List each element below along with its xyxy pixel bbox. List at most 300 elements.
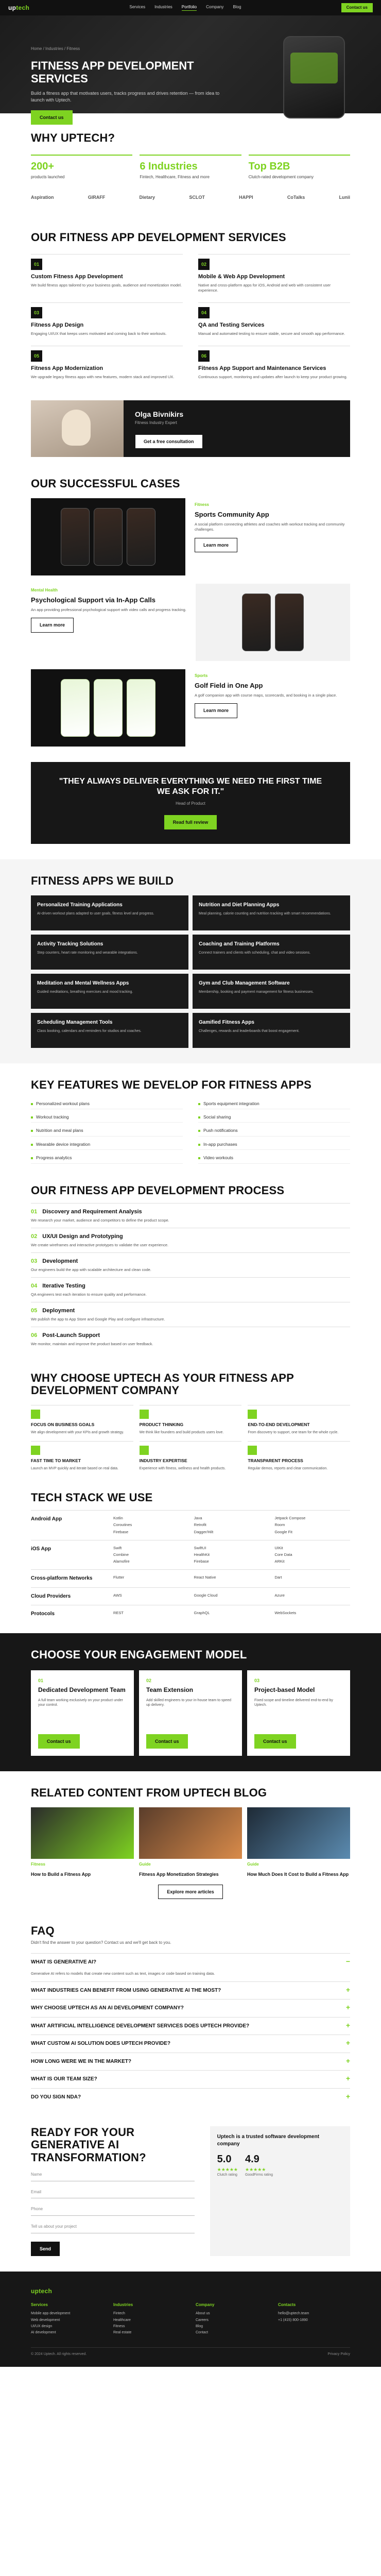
tech-category: Cloud Providers [31, 1593, 71, 1599]
hero [0, 15, 381, 120]
privacy-link[interactable]: Privacy Policy [327, 2352, 350, 2356]
app-type-desc: Challenges, rewards and leaderboards that boost engagement. [199, 1029, 300, 1033]
feature-item: Wearable device integration [31, 1140, 183, 1150]
blog-posts [31, 1807, 350, 1877]
case-image [196, 584, 350, 661]
service-card [198, 302, 350, 336]
service-number: 05 [31, 350, 42, 362]
nav-item-company[interactable]: Company [206, 5, 224, 10]
trust-title: Uptech is a trusted software development company [217, 2134, 320, 2147]
app-type-title: Scheduling Management Tools [37, 1020, 113, 1026]
footer-link[interactable]: Healthcare [113, 2318, 131, 2322]
choose-section [0, 1362, 381, 1481]
form-field-0[interactable]: Name [31, 2169, 195, 2181]
footer-link[interactable]: Fintech [113, 2312, 125, 2316]
expert-card [31, 400, 350, 457]
service-desc: We build fitness apps tailored to your business goals, audience and monetization model. [31, 282, 182, 287]
stat-label: products launched [31, 175, 65, 180]
expand-icon: + [345, 2003, 350, 2012]
footer-column-title: Company [196, 2302, 215, 2308]
expert-name: Olga Bivnikirs [135, 410, 184, 419]
footer-column-title: Contacts [278, 2302, 296, 2308]
footer-column [196, 2302, 268, 2337]
engagement-number: 03 [254, 1677, 260, 1683]
faq-question[interactable] [31, 2017, 350, 2035]
process-step-name: Development [42, 1258, 78, 1265]
service-desc: We upgrade legacy fitness apps with new features, modern stack and improved UX. [31, 374, 175, 379]
footer-link[interactable]: Real estate [113, 2331, 132, 2335]
blog-post-title: Fitness App Monetization Strategies [139, 1871, 219, 1877]
explore-articles-button[interactable]: Explore more articles [158, 1885, 223, 1899]
process-step-title [31, 1332, 350, 1340]
stat-card [140, 155, 241, 181]
app-type-desc: Meal planning, calorie counting and nutrition tracking with smart recommendations. [199, 911, 331, 916]
why-title: WHY UPTECH? [31, 131, 115, 144]
read-review-button[interactable]: Read full review [164, 815, 217, 829]
faq-question-text: WHAT CUSTOM AI SOLUTION DOES UPTECH PROVIDE? [31, 2041, 170, 2047]
tech-item: Core Data [274, 1552, 292, 1557]
advantage-title: FOCUS ON BUSINESS GOALS [31, 1422, 95, 1428]
tech-item: Coroutines [113, 1522, 132, 1528]
app-type-title: Gym and Club Management Software [199, 980, 290, 987]
blog-post-image [247, 1807, 350, 1859]
engagement-card [247, 1670, 350, 1756]
app-type-title: Nutrition and Diet Planning Apps [199, 902, 280, 908]
service-number: 04 [198, 307, 210, 318]
phone-screen [94, 679, 123, 737]
tech-item: ARKit [274, 1558, 285, 1564]
process-section [0, 1179, 381, 1362]
blog-post-image [139, 1807, 242, 1859]
tech-item: Combine [113, 1552, 129, 1557]
nav-item-portfolio[interactable]: Portfolio [182, 5, 197, 11]
feature-item: Video workouts [198, 1153, 350, 1163]
app-type-title: Meditation and Mental Wellness Apps [37, 980, 129, 987]
hero-subtitle: Build a fitness app that motivates users, tracks progress and drives retention — from idea to launch with Uptech. [31, 91, 220, 103]
advantage-desc: Regular demos, reports and clear communication. [248, 1466, 328, 1470]
testimonial-author: Head of Product [176, 801, 205, 806]
phone-screen [242, 594, 271, 651]
logo-main: up [8, 4, 16, 11]
app-type-card [31, 1013, 188, 1048]
process-step-number: 02 [31, 1233, 38, 1240]
expand-icon: + [345, 2021, 350, 2029]
tech-item: GraphQL [194, 1611, 210, 1616]
rating-stars: ★★★★★ [217, 2167, 238, 2173]
rating-block [245, 2153, 273, 2178]
footer [0, 2272, 381, 2367]
footer-link[interactable]: Mobile app development [31, 2312, 71, 2316]
faq-question-text: HOW LONG WERE WE IN THE MARKET? [31, 2058, 131, 2064]
rating-label: Clutch rating [217, 2173, 237, 2177]
engagement-desc: A full team working exclusively on your product under your control. [38, 1699, 123, 1707]
case-tag: Sports [195, 673, 208, 679]
rating-value: 4.9 [245, 2154, 259, 2165]
advantage-card [140, 1405, 242, 1435]
advantage-title: END-TO-END DEVELOPMENT [248, 1422, 310, 1428]
service-title: Mobile & Web App Development [198, 274, 285, 280]
faq-question[interactable] [31, 2070, 350, 2088]
faq-question[interactable] [31, 2088, 350, 2106]
case-learn-more-button[interactable]: Learn more [195, 538, 237, 552]
cases-list [31, 498, 350, 747]
process-step-desc: We research your market, audience and competitors to define the product scope. [31, 1217, 169, 1223]
faq-question[interactable] [31, 1999, 350, 2017]
faq-list [31, 1953, 350, 2106]
main-nav [129, 5, 241, 11]
process-step-desc: We publish the app to App Store and Google Play and configure infrastructure. [31, 1316, 165, 1321]
service-card [31, 302, 183, 336]
faq-question-text: WHAT INDUSTRIES CAN BENEFIT FROM USING GENERATIVE AI THE MOST? [31, 1987, 221, 1993]
tech-values [113, 1593, 350, 1600]
case-text [31, 584, 186, 661]
services-grid [31, 254, 350, 380]
apps-grid [31, 895, 350, 1048]
footer-link[interactable]: About us [196, 2312, 210, 2316]
process-step-number: 03 [31, 1258, 38, 1265]
service-card [198, 346, 350, 380]
phone-screen [275, 594, 304, 651]
footer-link[interactable]: Web development [31, 2318, 60, 2322]
tech-item: Retrofit [194, 1522, 206, 1528]
tech-item: Kotlin [113, 1516, 123, 1521]
tech-title: TECH STACK WE USE [31, 1491, 153, 1504]
footer-link[interactable]: UI/UX design [31, 2325, 53, 2328]
app-type-title: Gamified Fitness Apps [199, 1020, 254, 1026]
footer-link[interactable]: AI development [31, 2331, 56, 2335]
tech-row [31, 1605, 350, 1623]
testimonial-quote: "THEY ALWAYS DELIVER EVERYTHING WE NEED THE FIRST TIME WE ASK FOR IT." [59, 777, 322, 796]
engagement-contact-button[interactable]: Contact us [146, 1734, 188, 1749]
stat-value: Top B2B [248, 161, 290, 173]
service-number: 06 [198, 350, 210, 362]
rating-block [217, 2153, 238, 2178]
app-type-desc: Class booking, calendars and reminders for studios and coaches. [37, 1029, 142, 1033]
engagement-card [31, 1670, 134, 1756]
tech-item: Google Cloud [194, 1592, 218, 1598]
tech-item: HealthKit [194, 1552, 210, 1557]
tech-category: iOS App [31, 1546, 51, 1552]
engagement-title: Project-based Model [254, 1686, 315, 1693]
tech-item: Alamofire [113, 1558, 130, 1564]
nav-item-services[interactable]: Services [129, 5, 146, 10]
why-section [0, 113, 381, 216]
engagement-contact-button[interactable]: Contact us [38, 1734, 80, 1749]
service-number: 01 [31, 259, 42, 270]
phone-screen [61, 679, 90, 737]
contact-form-section [0, 2116, 381, 2272]
process-step-title [31, 1282, 350, 1290]
blog-title: RELATED CONTENT FROM UPTECH BLOG [31, 1786, 267, 1800]
app-type-desc: AI-driven workout plans adapted to user goals, fitness level and progress. [37, 911, 154, 916]
service-desc: Manual and automated testing to ensure stable, secure and smooth app performance. [198, 331, 345, 336]
footer-link[interactable]: Blog [196, 2325, 203, 2328]
service-card [31, 254, 183, 293]
blog-post-tag: Fitness [31, 1862, 46, 1867]
form-field-1[interactable]: Email [31, 2187, 195, 2199]
engagement-title: Dedicated Development Team [38, 1686, 126, 1693]
process-step-desc: Our engineers build the app with scalable architecture and clean code. [31, 1267, 151, 1272]
tech-item: React Native [194, 1575, 216, 1580]
blog-post[interactable] [139, 1807, 242, 1877]
advantage-title: PRODUCT THINKING [139, 1422, 184, 1428]
process-step [31, 1203, 350, 1228]
contact-button[interactable]: Contact us [341, 3, 373, 13]
stat-label: Fintech, Healthcare, Fitness and more [140, 175, 210, 180]
tech-item: Dart [274, 1575, 282, 1580]
tech-values [113, 1575, 350, 1582]
advantage-desc: From discovery to support, one team for the whole cycle. [248, 1430, 339, 1434]
tech-row [31, 1587, 350, 1605]
form-title: READY FOR YOUR GENERATIVE AI TRANSFORMATION? [31, 2126, 146, 2164]
app-type-card [31, 974, 188, 1009]
service-desc: Engaging UI/UX that keeps users motivated and coming back to their workouts. [31, 331, 167, 336]
faq-title: FAQ [31, 1924, 55, 1938]
service-title: Fitness App Support and Maintenance Services [198, 365, 326, 372]
stat-value: 200+ [31, 161, 55, 173]
process-step-number: 04 [31, 1282, 38, 1289]
tech-item: Jetpack Compose [274, 1516, 306, 1521]
phone-screen [61, 508, 90, 566]
case-title: Golf Field in One App [195, 681, 263, 689]
logo-accent: tech [16, 4, 30, 11]
faq-question-text: WHAT ARTIFICIAL INTELLIGENCE DEVELOPMENT SERVICES DOES UPTECH PROVIDE? [31, 2023, 250, 2029]
footer-column-title: Services [31, 2302, 48, 2308]
advantage-card [31, 1405, 133, 1435]
engagement-contact-button[interactable]: Contact us [254, 1734, 296, 1749]
tech-item: REST [113, 1611, 124, 1616]
process-step-number: 05 [31, 1307, 38, 1314]
tech-values [113, 1516, 350, 1534]
top-navbar [0, 0, 381, 15]
engagement-desc: Fixed scope and timeline delivered end-to-end by Uptech. [254, 1699, 333, 1707]
service-number: 02 [198, 259, 210, 270]
tech-category: Cross-platform Networks [31, 1575, 93, 1582]
blog-post-image [31, 1807, 134, 1859]
app-type-card [193, 974, 350, 1009]
engagement-number: 02 [146, 1677, 152, 1683]
engagement-number: 01 [38, 1677, 44, 1683]
faq-question-text: WHAT IS GENERATIVE AI? [31, 1959, 97, 1965]
tech-item: Firebase [194, 1558, 209, 1564]
footer-link[interactable]: +1 (415) 800-1890 [278, 2318, 308, 2322]
process-step-title [31, 1208, 350, 1216]
process-step-title [31, 1258, 350, 1265]
faq-question-text: WHAT IS OUR TEAM SIZE? [31, 2076, 97, 2082]
engagement-section [0, 1633, 381, 1772]
advantage-icon [248, 1410, 257, 1419]
engagement-title: Team Extension [146, 1686, 194, 1693]
advantage-desc: Experience with fitness, wellness and health products. [139, 1466, 226, 1470]
process-step-number: 06 [31, 1332, 38, 1338]
case-learn-more-button[interactable]: Learn more [31, 618, 74, 632]
process-step-desc: We create wireframes and interactive prototypes to validate the user experience. [31, 1242, 169, 1247]
case-item [31, 498, 350, 575]
footer-column [31, 2302, 103, 2337]
app-type-desc: Guided meditations, breathing exercises and mood tracking. [37, 990, 133, 994]
case-image [31, 498, 185, 575]
app-type-card [31, 895, 188, 930]
footer-link[interactable]: Fitness [113, 2325, 125, 2328]
case-text [195, 498, 350, 575]
advantage-title: FAST TIME TO MARKET [31, 1458, 81, 1464]
footer-link[interactable]: hello@uptech.team [278, 2312, 309, 2316]
form-field-3[interactable]: Tell us about your project [31, 2221, 195, 2233]
service-card [198, 254, 350, 293]
faq-question[interactable] [31, 1953, 350, 1971]
engagement-cards [31, 1670, 350, 1756]
stat-card [31, 155, 132, 181]
case-item [31, 584, 350, 661]
process-step-name: Deployment [42, 1307, 75, 1314]
faq-question[interactable] [31, 2053, 350, 2071]
process-step-title [31, 1307, 350, 1315]
client-logo: HAPPI [239, 194, 253, 200]
trust-panel [210, 2126, 350, 2256]
phone-screen [127, 679, 155, 737]
feature-item: In-app purchases [198, 1140, 350, 1150]
submit-button[interactable]: Send [31, 2242, 60, 2256]
cases-title: OUR SUCCESSFUL CASES [31, 477, 180, 490]
faq-question-text: WHY CHOOSE UPTECH AS AN AI DEVELOPMENT COMPANY? [31, 2005, 184, 2011]
footer-column [113, 2302, 185, 2337]
features-section [0, 1063, 381, 1179]
expand-icon: + [345, 2056, 350, 2065]
case-desc: A golf companion app with course maps, scorecards, and booking in a single place. [195, 693, 337, 698]
process-step-desc: We monitor, maintain and improve the product based on user feedback. [31, 1341, 153, 1346]
footer-columns [31, 2302, 350, 2337]
blog-post[interactable] [247, 1807, 350, 1877]
form-field-2[interactable]: Phone [31, 2204, 195, 2216]
case-desc: An app providing professional psychological support with video calls and progress tracking. [31, 607, 186, 613]
app-type-card [193, 895, 350, 930]
phone-screen [127, 508, 155, 566]
process-step-name: UX/UI Design and Prototyping [42, 1233, 123, 1240]
tech-item: AWS [113, 1592, 122, 1598]
footer-link[interactable]: Contact [196, 2331, 209, 2335]
consultation-button[interactable]: Get a free consultation [135, 434, 203, 449]
process-step [31, 1228, 350, 1252]
features-list [31, 1099, 350, 1164]
choose-grid [31, 1405, 350, 1471]
process-step [31, 1252, 350, 1277]
blog-section [0, 1771, 381, 1914]
advantage-icon [31, 1410, 40, 1419]
tech-item: Dagger/Hilt [194, 1529, 214, 1534]
case-item [31, 669, 350, 747]
advantage-desc: We align development with your KPIs and growth strategy. [31, 1430, 124, 1434]
case-tag: Fitness [195, 502, 210, 507]
ratings [217, 2153, 343, 2178]
tech-row [31, 1510, 350, 1539]
case-tag: Mental Health [31, 588, 58, 593]
tech-item: Firebase [113, 1529, 129, 1534]
advantage-title: TRANSPARENT PROCESS [248, 1458, 303, 1464]
faq-question[interactable] [31, 2035, 350, 2053]
hero-cta-button[interactable]: Contact us [31, 110, 73, 125]
form-fields [31, 2169, 195, 2233]
app-type-card [31, 935, 188, 970]
service-desc: Continuous support, monitoring and updates after launch to keep your product growing. [198, 374, 348, 379]
advantage-card [31, 1441, 133, 1471]
case-learn-more-button[interactable]: Learn more [195, 703, 237, 718]
process-step-title [31, 1233, 350, 1241]
apps-title: FITNESS APPS WE BUILD [31, 874, 174, 888]
footer-logo-accent: tech [39, 2287, 53, 2295]
nav-item-blog[interactable]: Blog [233, 5, 241, 10]
client-logo: Lunii [339, 194, 350, 200]
service-title: QA and Testing Services [198, 322, 265, 329]
client-logo: GIRAFF [88, 194, 106, 200]
blog-post[interactable] [31, 1807, 134, 1877]
service-desc: Native and cross-platform apps for iOS, Android and web with consistent user experience. [198, 282, 331, 293]
faq-question[interactable] [31, 1981, 350, 1999]
advantage-title: INDUSTRY EXPERTISE [139, 1458, 187, 1464]
service-title: Fitness App Modernization [31, 365, 103, 372]
footer-logo[interactable] [31, 2287, 350, 2295]
services-section [0, 216, 381, 395]
tech-section [0, 1481, 381, 1633]
process-step-number: 01 [31, 1209, 38, 1215]
case-text [195, 669, 350, 747]
footer-logo-main: up [31, 2287, 39, 2295]
expert-role: Fitness Industry Expert [135, 420, 177, 425]
testimonial-banner [31, 762, 350, 844]
tech-item: Flutter [113, 1575, 125, 1580]
advantage-card [248, 1441, 350, 1471]
feature-item: Personalized workout plans [31, 1099, 183, 1109]
tech-values [113, 1546, 350, 1564]
app-type-desc: Membership, booking and payment management for fitness businesses. [199, 990, 314, 994]
process-step-name: Iterative Testing [42, 1282, 85, 1289]
faq-intro: Didn't find the answer to your question? Contact us and we'll get back to you. [31, 1940, 171, 1945]
advantage-desc: Launch an MVP quickly and iterate based on real data. [31, 1466, 118, 1470]
tech-item: WebSockets [274, 1611, 297, 1616]
expand-icon: + [345, 2039, 350, 2047]
advantage-card [248, 1405, 350, 1435]
rating-stars: ★★★★★ [245, 2167, 266, 2173]
feature-item: Progress analytics [31, 1153, 183, 1163]
app-type-desc: Step counters, heart rate monitoring and wearable integrations. [37, 951, 138, 955]
choose-title: WHY CHOOSE UPTECH AS YOUR FITNESS APP DEVELOPMENT COMPANY [31, 1371, 294, 1397]
case-desc: A social platform connecting athletes and coaches with workout tracking and community challenges. [195, 522, 345, 532]
rating-value: 5.0 [217, 2154, 232, 2165]
advantage-icon [248, 1446, 257, 1455]
service-card [31, 346, 183, 380]
engagement-card [139, 1670, 242, 1756]
service-title: Custom Fitness App Development [31, 274, 123, 280]
tech-category: Android App [31, 1516, 62, 1522]
faq-question-text: DO YOU SIGN NDA? [31, 2094, 81, 2100]
app-type-card [193, 1013, 350, 1048]
client-logo: CoTalks [287, 194, 305, 200]
tech-item: Room [274, 1522, 285, 1528]
nav-item-industries[interactable]: Industries [154, 5, 172, 10]
stat-value: 6 Industries [140, 161, 198, 173]
app-type-card [193, 935, 350, 970]
feature-item: Nutrition and meal plans [31, 1126, 183, 1136]
page-title: FITNESS APP DEVELOPMENT SERVICES [31, 59, 194, 86]
tech-item: Google Fit [274, 1529, 292, 1534]
tech-item: Azure [274, 1592, 285, 1598]
logo[interactable] [8, 4, 29, 12]
feature-item: Push notifications [198, 1126, 350, 1136]
tech-row [31, 1569, 350, 1587]
apps-section [0, 859, 381, 1063]
footer-link[interactable]: Careers [196, 2318, 209, 2322]
services-title: OUR FITNESS APP DEVELOPMENT SERVICES [31, 230, 286, 244]
service-title: Fitness App Design [31, 322, 84, 329]
